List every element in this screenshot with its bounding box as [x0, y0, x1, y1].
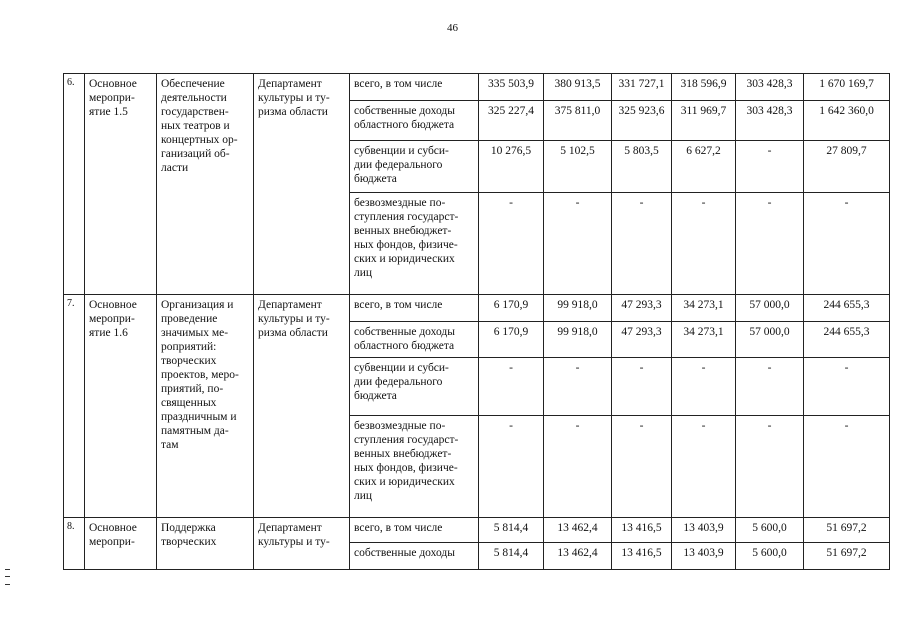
value-cell: 1 670 169,7 — [804, 74, 890, 101]
value-cell: - — [736, 193, 804, 295]
value-cell: 318 596,9 — [672, 74, 736, 101]
value-cell: - — [544, 416, 612, 518]
page-number: 46 — [447, 22, 458, 34]
value-cell: - — [736, 358, 804, 416]
value-cell: - — [612, 416, 672, 518]
value-cell: 6 627,2 — [672, 141, 736, 193]
funding-source-cell: всего, в том числе — [350, 295, 479, 322]
activity-cell: Основное меропри- ятие 1.5 — [85, 74, 157, 295]
value-cell: - — [544, 193, 612, 295]
value-cell: 34 273,1 — [672, 295, 736, 322]
value-cell: 57 000,0 — [736, 322, 804, 358]
value-cell: 325 923,6 — [612, 101, 672, 141]
value-cell: 47 293,3 — [612, 322, 672, 358]
value-cell: 5 600,0 — [736, 518, 804, 543]
value-cell: 5 814,4 — [479, 518, 544, 543]
description-cell: Организация и проведение значимых ме- роприятий: творческих проектов, меро- приятий, по- священных праздничным и памятным да- там — [157, 295, 254, 518]
value-cell: - — [544, 358, 612, 416]
value-cell: 5 600,0 — [736, 543, 804, 570]
table-row — [64, 295, 890, 322]
value-cell: 335 503,9 — [479, 74, 544, 101]
funding-source-cell: субвенции и субси- дии федерального бюджета — [350, 141, 479, 193]
value-cell: 13 462,4 — [544, 518, 612, 543]
funding-source-cell: всего, в том числе — [350, 74, 479, 101]
activity-cell: Основное меропри- ятие 1.6 — [85, 295, 157, 518]
value-cell: 303 428,3 — [736, 101, 804, 141]
funding-source-cell: субвенции и субси- дии федерального бюджета — [350, 358, 479, 416]
description-cell: Поддержка творческих — [157, 518, 254, 570]
value-cell: 325 227,4 — [479, 101, 544, 141]
description-cell: Обеспечение деятельности государствен- ных театров и концертных ор- ганизаций об- ласти — [157, 74, 254, 295]
value-cell: 6 170,9 — [479, 322, 544, 358]
value-cell: 57 000,0 — [736, 295, 804, 322]
value-cell: - — [479, 193, 544, 295]
funding-source-cell: безвозмездные по- ступления государст- венных внебюджет- ных фондов, физиче- ских и юридических лиц — [350, 193, 479, 295]
value-cell: 27 809,7 — [804, 141, 890, 193]
value-cell: 47 293,3 — [612, 295, 672, 322]
value-cell: 13 462,4 — [544, 543, 612, 570]
executor-cell: Департамент культуры и ту- ризма области — [254, 74, 350, 295]
value-cell: 13 416,5 — [612, 518, 672, 543]
value-cell: 13 403,9 — [672, 518, 736, 543]
value-cell: - — [804, 193, 890, 295]
value-cell: 5 102,5 — [544, 141, 612, 193]
value-cell: 5 814,4 — [479, 543, 544, 570]
funding-source-cell: собственные доходы областного бюджета — [350, 101, 479, 141]
value-cell: - — [804, 416, 890, 518]
value-cell: 1 642 360,0 — [804, 101, 890, 141]
value-cell: 380 913,5 — [544, 74, 612, 101]
funding-source-cell: безвозмездные по- ступления государст- венных внебюджет- ных фондов, физиче- ских и юридических лиц — [350, 416, 479, 518]
budget-table — [63, 73, 890, 570]
table-body — [64, 74, 890, 570]
value-cell: - — [479, 416, 544, 518]
value-cell: - — [804, 358, 890, 416]
value-cell: 10 276,5 — [479, 141, 544, 193]
value-cell: 5 803,5 — [612, 141, 672, 193]
value-cell: - — [612, 193, 672, 295]
executor-cell: Департамент культуры и ту- — [254, 518, 350, 570]
value-cell: 13 403,9 — [672, 543, 736, 570]
value-cell: 311 969,7 — [672, 101, 736, 141]
table-row — [64, 74, 890, 101]
value-cell: - — [612, 358, 672, 416]
value-cell: 244 655,3 — [804, 322, 890, 358]
value-cell: 244 655,3 — [804, 295, 890, 322]
value-cell: 51 697,2 — [804, 518, 890, 543]
value-cell: - — [672, 193, 736, 295]
value-cell: 51 697,2 — [804, 543, 890, 570]
value-cell: 34 273,1 — [672, 322, 736, 358]
activity-cell: Основное меропри- — [85, 518, 157, 570]
value-cell: - — [736, 141, 804, 193]
value-cell: 6 170,9 — [479, 295, 544, 322]
funding-source-cell: собственные доходы областного бюджета — [350, 322, 479, 358]
funding-source-cell: собственные доходы — [350, 543, 479, 570]
value-cell: 99 918,0 — [544, 295, 612, 322]
value-cell: - — [672, 416, 736, 518]
executor-cell: Департамент культуры и ту- ризма области — [254, 295, 350, 518]
value-cell: 99 918,0 — [544, 322, 612, 358]
value-cell: - — [672, 358, 736, 416]
row-number: 7. — [64, 295, 85, 518]
value-cell: 331 727,1 — [612, 74, 672, 101]
value-cell: - — [479, 358, 544, 416]
value-cell: - — [736, 416, 804, 518]
funding-source-cell: всего, в том числе — [350, 518, 479, 543]
value-cell: 13 416,5 — [612, 543, 672, 570]
row-number: 6. — [64, 74, 85, 295]
table-row — [64, 518, 890, 543]
row-number: 8. — [64, 518, 85, 570]
margin-marks — [5, 569, 10, 585]
value-cell: 303 428,3 — [736, 74, 804, 101]
value-cell: 375 811,0 — [544, 101, 612, 141]
